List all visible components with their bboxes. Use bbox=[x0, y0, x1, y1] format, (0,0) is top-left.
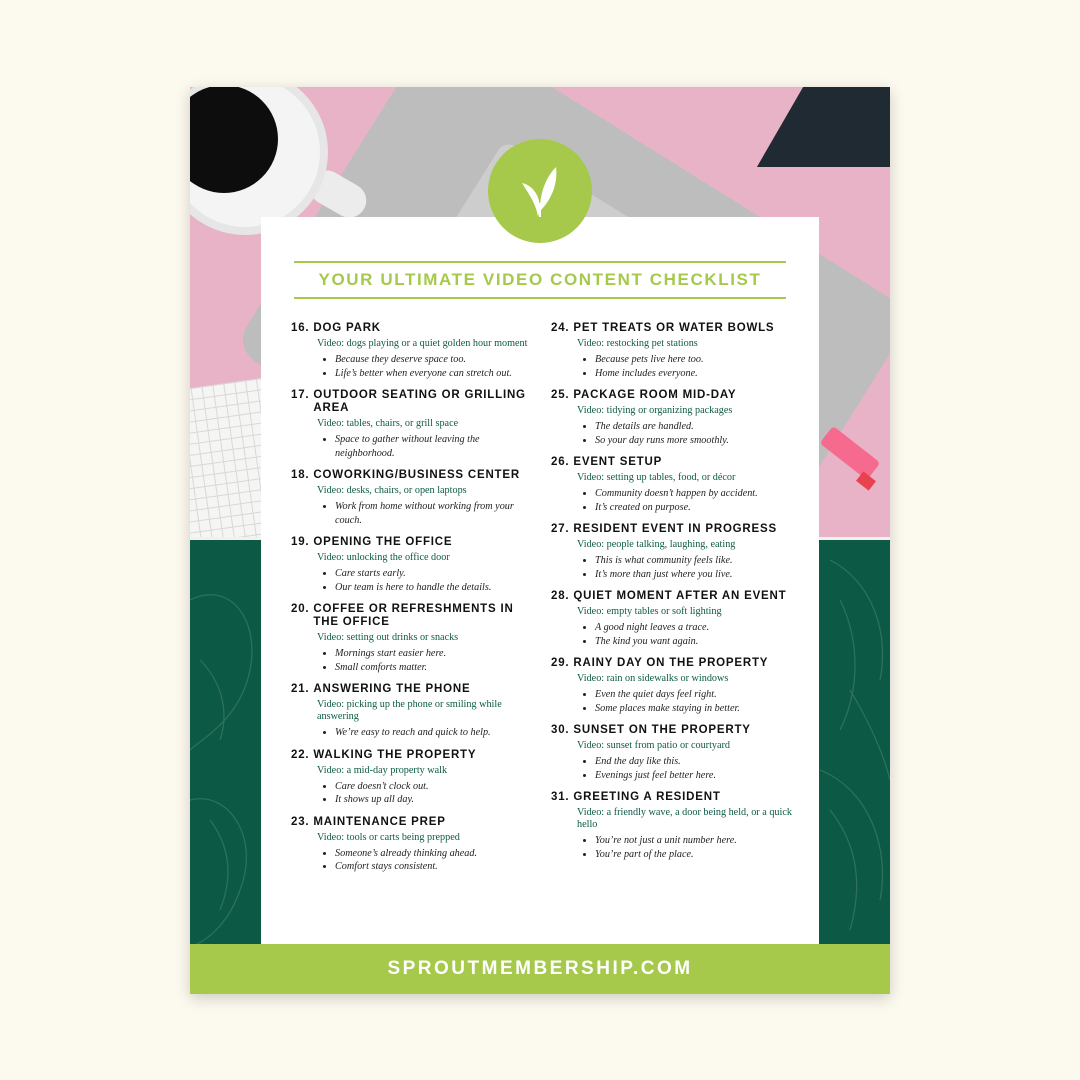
item-title: GREETING A RESIDENT bbox=[573, 791, 721, 803]
item-number: 17. bbox=[291, 389, 310, 401]
item-heading bbox=[291, 683, 536, 696]
checklist-item bbox=[291, 469, 536, 527]
item-video-description: Video: a friendly wave, a door being held, or a quick hello bbox=[577, 807, 792, 830]
checklist-item bbox=[291, 389, 536, 460]
item-bullet-list bbox=[291, 500, 536, 527]
footer-bar bbox=[190, 944, 890, 994]
item-heading bbox=[551, 523, 813, 536]
item-video-description: Video: rain on sidewalks or windows bbox=[577, 673, 729, 684]
item-title: OPENING THE OFFICE bbox=[313, 536, 453, 548]
checklist-sheet bbox=[190, 87, 890, 994]
item-number: 23. bbox=[291, 815, 310, 828]
item-number: 21. bbox=[291, 683, 310, 695]
checklist-item bbox=[551, 456, 813, 514]
item-heading bbox=[291, 816, 536, 829]
item-bullet-list bbox=[291, 433, 536, 460]
item-bullet-list bbox=[551, 755, 813, 782]
item-bullet-list bbox=[551, 353, 813, 380]
item-number: 16. bbox=[291, 322, 310, 334]
item-video-description: Video: setting up tables, food, or décor bbox=[577, 472, 736, 483]
checklist-item bbox=[291, 816, 536, 874]
item-title: DOG PARK bbox=[313, 322, 381, 334]
item-bullet: • Care starts early. bbox=[335, 567, 536, 581]
item-title: EVENT SETUP bbox=[573, 456, 663, 468]
item-bullet: • Someone’s already thinking ahead. bbox=[335, 847, 536, 861]
item-video-description: Video: sunset from patio or courtyard bbox=[577, 740, 731, 751]
item-number: 28. bbox=[551, 590, 570, 602]
item-number: 26. bbox=[551, 456, 570, 468]
item-heading bbox=[551, 456, 813, 469]
item-title: SUNSET ON THE PROPERTY bbox=[573, 724, 751, 736]
item-bullet: • We’re easy to reach and quick to help. bbox=[335, 726, 536, 740]
item-video-description: Video: setting out drinks or snacks bbox=[317, 632, 459, 643]
page-title: YOUR ULTIMATE VIDEO CONTENT CHECKLIST bbox=[318, 270, 762, 289]
item-number: 31. bbox=[551, 791, 570, 803]
item-bullet-list bbox=[291, 726, 536, 740]
item-number: 27. bbox=[551, 523, 570, 535]
item-bullet: • Because pets live here too. bbox=[595, 353, 813, 367]
item-heading bbox=[551, 724, 813, 737]
item-bullet: • Care doesn’t clock out. bbox=[335, 780, 536, 794]
item-title: COFFEE OR REFRESHMENTS IN THE OFFICE bbox=[313, 603, 514, 628]
item-heading bbox=[551, 791, 813, 804]
item-bullet-list bbox=[291, 647, 536, 674]
coffee-image bbox=[190, 87, 278, 193]
item-video-description: Video: desks, chairs, or open laptops bbox=[317, 485, 467, 496]
item-title: WALKING THE PROPERTY bbox=[313, 748, 477, 761]
item-number: 22. bbox=[291, 748, 310, 761]
item-bullet-list bbox=[551, 554, 813, 581]
laptop-screen-edge bbox=[757, 87, 890, 167]
item-heading bbox=[291, 603, 536, 629]
checklist-item bbox=[291, 536, 536, 594]
item-video-description: Video: empty tables or soft lighting bbox=[577, 606, 722, 617]
item-video-description: Video: people talking, laughing, eating bbox=[577, 539, 736, 550]
item-video-description: Video: tidying or organizing packages bbox=[577, 405, 733, 416]
item-bullet-list bbox=[291, 567, 536, 594]
item-bullet: • It’s created on purpose. bbox=[595, 501, 813, 515]
item-number: 29. bbox=[551, 657, 570, 669]
item-heading bbox=[291, 749, 536, 762]
item-heading bbox=[291, 322, 536, 335]
item-title: COWORKING/BUSINESS CENTER bbox=[313, 469, 520, 481]
item-title: PACKAGE ROOM MID-DAY bbox=[573, 389, 737, 401]
item-bullet: • Evenings just feel better here. bbox=[595, 769, 813, 783]
checklist-item bbox=[551, 322, 813, 380]
item-bullet: • A good night leaves a trace. bbox=[595, 621, 813, 635]
item-number: 25. bbox=[551, 389, 570, 401]
item-video-description: Video: unlocking the office door bbox=[317, 552, 450, 563]
item-title: PET TREATS OR WATER BOWLS bbox=[573, 322, 775, 334]
item-bullet-list bbox=[291, 353, 536, 380]
item-bullet: • This is what community feels like. bbox=[595, 554, 813, 568]
item-number: 18. bbox=[291, 469, 310, 481]
item-bullet-list bbox=[551, 487, 813, 514]
checklist-column-right bbox=[551, 322, 813, 870]
item-bullet: • Work from home without working from your couch. bbox=[335, 500, 536, 527]
item-bullet: • So your day runs more smoothly. bbox=[595, 434, 813, 448]
footer-website: SPROUTMEMBERSHIP.COM bbox=[387, 958, 693, 979]
item-title: RAINY DAY ON THE PROPERTY bbox=[573, 657, 769, 669]
checklist-item bbox=[291, 603, 536, 674]
sprout-logo bbox=[488, 139, 592, 243]
item-bullet: • Even the quiet days feel right. bbox=[595, 688, 813, 702]
checklist-item bbox=[551, 657, 813, 715]
checklist-item bbox=[551, 590, 813, 648]
item-bullet: • The details are handled. bbox=[595, 420, 813, 434]
item-bullet-list bbox=[551, 834, 813, 861]
item-title: QUIET MOMENT AFTER AN EVENT bbox=[573, 590, 787, 602]
checklist-item bbox=[551, 523, 813, 581]
checklist-item bbox=[551, 389, 813, 447]
item-number: 19. bbox=[291, 536, 310, 548]
item-video-description: Video: tools or carts being prepped bbox=[317, 831, 460, 843]
item-bullet: • Home includes everyone. bbox=[595, 367, 813, 381]
item-title: OUTDOOR SEATING OR GRILLING AREA bbox=[313, 389, 526, 414]
checklist-item bbox=[291, 683, 536, 740]
sprout-leaf-icon bbox=[520, 163, 560, 219]
item-video-description: Video: picking up the phone or smiling while answering bbox=[317, 699, 502, 722]
coffee-cup-image bbox=[190, 87, 320, 227]
item-bullet: • Our team is here to handle the details. bbox=[335, 581, 536, 595]
item-bullet: • Because they deserve space too. bbox=[335, 353, 536, 367]
item-bullet-list bbox=[291, 780, 536, 807]
item-heading bbox=[291, 389, 536, 415]
item-heading bbox=[291, 536, 536, 549]
item-heading bbox=[551, 322, 813, 335]
item-bullet: • End the day like this. bbox=[595, 755, 813, 769]
item-video-description: Video: dogs playing or a quiet golden hour moment bbox=[317, 338, 528, 349]
item-heading bbox=[291, 469, 536, 482]
item-number: 24. bbox=[551, 322, 570, 334]
item-bullet-list bbox=[551, 688, 813, 715]
item-bullet: • Some places make staying in better. bbox=[595, 702, 813, 716]
item-heading bbox=[551, 590, 813, 603]
item-bullet: • It’s more than just where you live. bbox=[595, 568, 813, 582]
checklist-item bbox=[291, 322, 536, 380]
item-number: 30. bbox=[551, 724, 570, 736]
item-bullet: • Mornings start easier here. bbox=[335, 647, 536, 661]
title-banner bbox=[294, 261, 786, 299]
item-title: RESIDENT EVENT IN PROGRESS bbox=[573, 523, 777, 535]
item-heading bbox=[551, 389, 813, 402]
item-heading bbox=[551, 657, 813, 670]
item-bullet: • You’re not just a unit number here. bbox=[595, 834, 813, 848]
item-bullet: • You’re part of the place. bbox=[595, 848, 813, 862]
item-title: ANSWERING THE PHONE bbox=[313, 683, 471, 695]
checklist-item bbox=[291, 749, 536, 807]
item-bullet: • Space to gather without leaving the neighborhood. bbox=[335, 433, 536, 460]
item-bullet: • It shows up all day. bbox=[335, 793, 536, 807]
highlighter-image bbox=[820, 426, 881, 480]
item-bullet: • Comfort stays consistent. bbox=[335, 860, 536, 874]
checklist-column-left bbox=[291, 322, 536, 883]
checklist-item bbox=[551, 724, 813, 782]
checklist-item bbox=[551, 791, 813, 861]
item-bullet: • Small comforts matter. bbox=[335, 661, 536, 675]
item-bullet-list bbox=[551, 621, 813, 648]
checklist-card bbox=[261, 217, 819, 944]
item-bullet: • Life’s better when everyone can stretch out. bbox=[335, 367, 536, 381]
item-bullet: • The kind you want again. bbox=[595, 635, 813, 649]
item-bullet-list bbox=[551, 420, 813, 447]
item-number: 20. bbox=[291, 603, 310, 615]
item-video-description: Video: restocking pet stations bbox=[577, 338, 698, 349]
item-video-description: Video: tables, chairs, or grill space bbox=[317, 418, 459, 429]
item-bullet: • Community doesn’t happen by accident. bbox=[595, 487, 813, 501]
item-video-description: Video: a mid-day property walk bbox=[317, 764, 448, 776]
item-title: MAINTENANCE PREP bbox=[313, 815, 446, 828]
item-bullet-list bbox=[291, 847, 536, 874]
